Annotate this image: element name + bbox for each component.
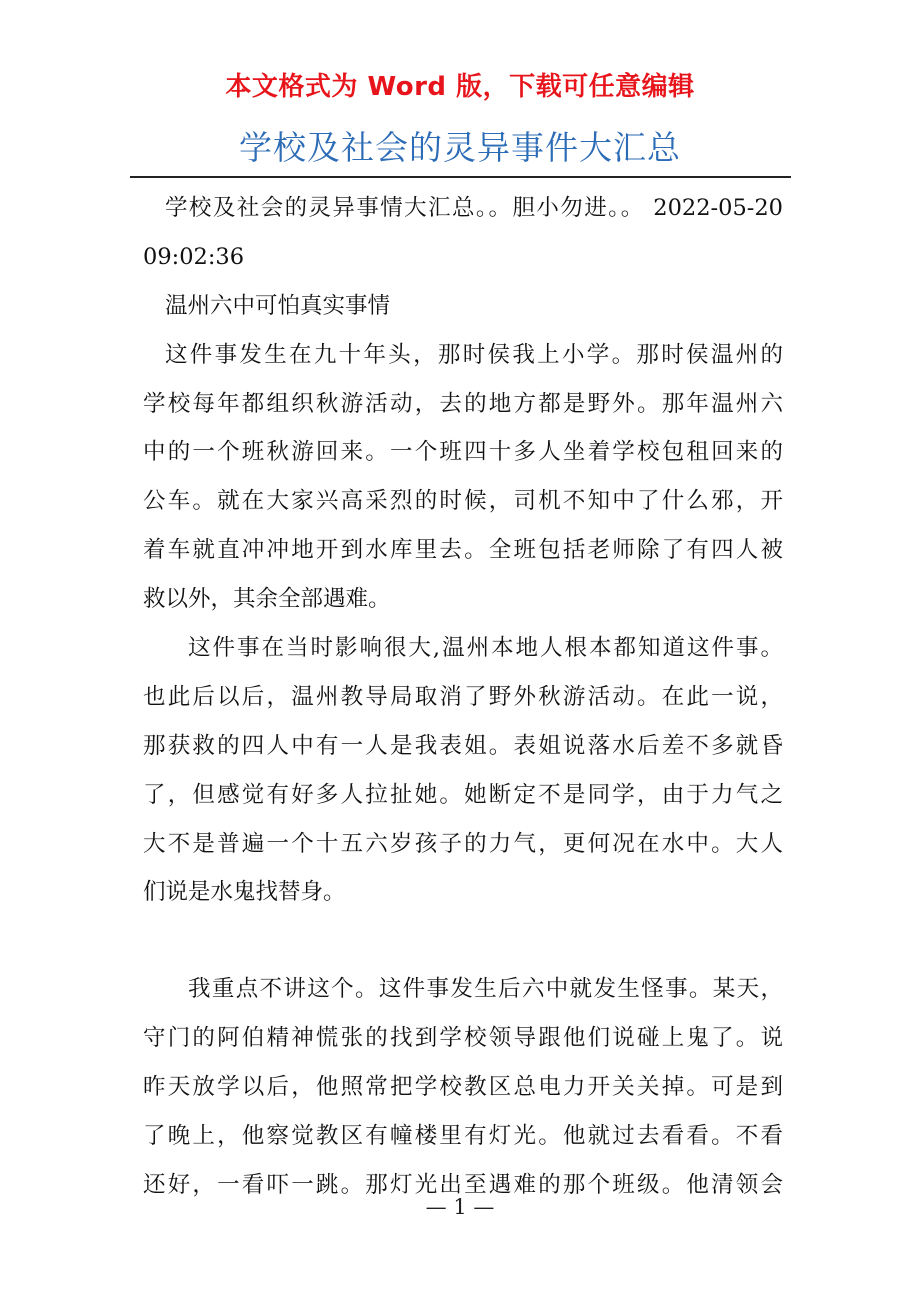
paragraph-gap [143, 917, 783, 965]
body-line: 救以外，其余全部遇难。 [143, 586, 391, 613]
section-heading: 温州六中可怕真实事情 [165, 292, 391, 319]
body-line: 公车。就在大家兴高采烈的时候，司机不知中了什么邪，开 [143, 488, 783, 515]
body-line: 着车就直冲冲地开到水库里去。全班包括老师除了有四人被 [143, 537, 783, 564]
body-line: 学校及社会的灵异事情大汇总。。胆小勿进。。 2022-05-20 [165, 195, 783, 221]
body-line: 也此后以后，温州教导局取消了野外秋游活动。在此一说， [143, 683, 783, 710]
body-line: 中的一个班秋游回来。一个班四十多人坐着学校包租回来的 [143, 439, 783, 466]
body-line: 09:02:36 [143, 243, 245, 270]
body-line: 守门的阿伯精神慌张的找到学校领导跟他们说碰上鬼了。说 [143, 1025, 783, 1052]
body-line: 昨天放学以后，他照常把学校教区总电力开关关掉。可是到 [143, 1074, 783, 1101]
body-line: 那获救的四人中有一人是我表姐。表姐说落水后差不多就昏 [143, 732, 783, 759]
body-line: 这件事在当时影响很大,温州本地人根本都知道这件事。 [188, 635, 783, 662]
body-line: 大不是普遍一个十五六岁孩子的力气，更何况在水中。大人 [143, 830, 783, 857]
page-number: — 1 — [425, 1195, 495, 1219]
body-line: 学校每年都组织秋游活动，去的地方都是野外。那年温州六 [143, 390, 783, 417]
body-line: 我重点不讲这个。这件事发生后六中就发生怪事。某天， [188, 976, 783, 1003]
body-line: 们说是水鬼找替身。 [143, 879, 346, 906]
body-line: 还好，一看吓一跳。那灯光出至遇难的那个班级。他清领会 [143, 1171, 783, 1198]
body-line: 了，但感觉有好多人拉扯她。她断定不是同学，由于力气之 [143, 781, 783, 808]
title-divider [130, 176, 791, 178]
document-title: 学校及社会的灵异事件大汇总 [239, 128, 681, 167]
body-line: 了晚上，他察觉教区有幢楼里有灯光。他就过去看看。不看 [143, 1123, 783, 1150]
document-body [143, 184, 783, 1210]
format-notice-banner: 本文格式为 Word 版，下载可任意编辑 [225, 72, 695, 102]
body-line: 这件事发生在九十年头，那时侯我上小学。那时侯温州的 [165, 341, 783, 368]
